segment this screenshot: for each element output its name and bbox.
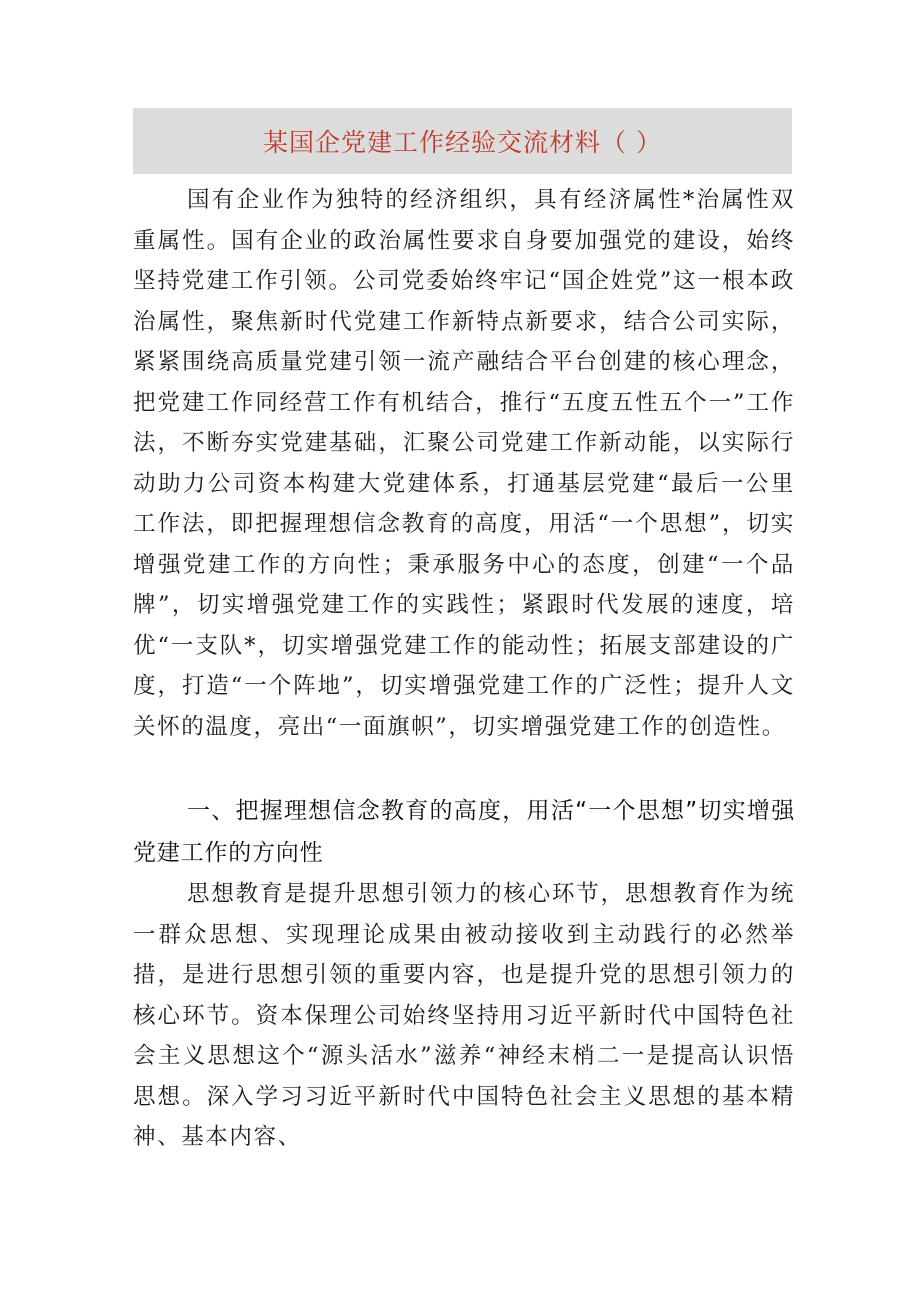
title-banner [133,108,792,174]
section-1-paragraph: 思想教育是提升思想引领力的核心环节，思想教育作为统一群众思想、实现理论成果由被动接收到主动践行的必然举措，是进行思想引领的重要内容，也是提升党的思想引领力的核心环节。资本保理公司始终坚持用习近平新时代中国特色社会主义思想这个“源头活水”滋养“神经末梢二一是提高认识悟思想。深入学习习近平新时代中国特色社会主义思想的基本精神、基本内容、 [133,881,795,1150]
intro-paragraph: 国有企业作为独特的经济组织，具有经济属性*治属性双重属性。国有企业的政治属性要求自身要加强党的建设，始终坚持党建工作引领。公司党委始终牢记“国企姓党”这一根本政治属性，聚焦新时代党建工作新特点新要求，结合公司实际，紧紧围绕高质量党建引领一流产融结合平台创建的核心理念，把党建工作同经营工作有机结合，推行“五度五性五个一”工作法，不断夯实党建基础，汇聚公司党建工作新动能，以实际行动助力公司资本构建大党建体系，打通基层党建“最后一公里工作法，即把握理想信念教育的高度，用活“一个思想”，切实增强党建工作的方向性；秉承服务中心的态度，创建“一个品牌”，切实增强党建工作的实践性；紧跟时代发展的速度，培优“一支队*，切实增强党建工作的能动性；拓展支部建设的广度，打造“一个阵地”，切实增强党建工作的广泛性；提升人文关怀的温度，亮出“一面旗帜”，切实增强党建工作的创造性。 [133,187,795,740]
section-heading-1: 一、把握理想信念教育的高度，用活“一个思想”切实增强党建工作的方向性 [133,798,795,866]
document-title: 某国企党建工作经验交流材料（ ） [263,128,662,157]
